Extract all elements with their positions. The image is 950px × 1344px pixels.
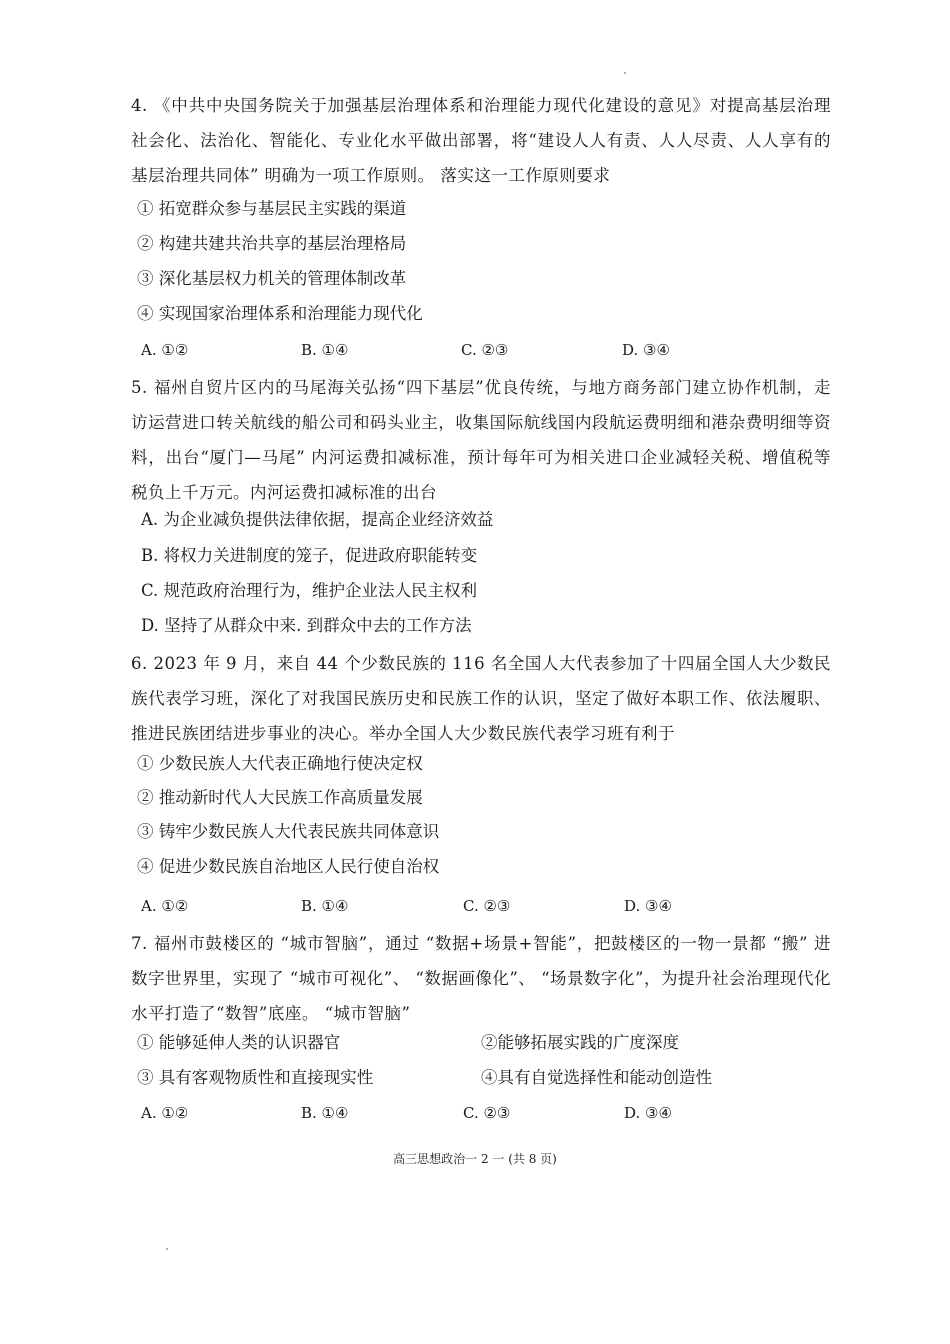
q6-item-3: ③ 铸牢少数民族人大代表民族共同体意识 xyxy=(137,822,440,841)
q4-choice-c: C. ②③ xyxy=(461,341,509,359)
question-7-stem: 7. 福州市鼓楼区的 “城市智脑”，通过 “数据+场景+智能”，把鼓楼区的一物一景都 “搬” 进数字世界里，实现了 “城市可视化”、 “数据画像化”、 “场景数字化”，为提升社会治理现代化水平打造了“数智”底座。 “城市智脑” xyxy=(131,934,831,1023)
question-5-stem: 5. 福州自贸片区内的马尾海关弘扬“四下基层”优良传统，与地方商务部门建立协作机制，走访运营进口转关航线的船公司和码头业主，收集国际航线国内段航运费明细和港杂费明细等资料，出台“厦门—马尾” 内河运费扣减标准，预计每年可为相关进口企业减轻关税、增值税等税负上千万元。内河运费扣减标准的出台 xyxy=(131,378,831,502)
q7-item-1: ① 能够延伸人类的认识器官 xyxy=(137,1033,341,1052)
q4-item-1: ① 拓宽群众参与基层民主实践的渠道 xyxy=(137,199,407,218)
q7-choice-b: B. ①④ xyxy=(301,1104,349,1122)
scan-dot xyxy=(624,72,626,74)
q7-item-2: ②能够拓展实践的广度深度 xyxy=(481,1033,679,1052)
q7-item-3: ③ 具有客观物质性和直接现实性 xyxy=(137,1068,374,1087)
q7-choice-c: C. ②③ xyxy=(463,1104,511,1122)
q4-choice-b: B. ①④ xyxy=(301,341,349,359)
q6-choice-c: C. ②③ xyxy=(463,897,511,915)
q5-option-a: A. 为企业减负提供法律依据，提高企业经济效益 xyxy=(141,510,494,529)
page-footer: 高三思想政治一 2 一 (共 8 页) xyxy=(393,1152,557,1166)
q5-option-b: B. 将权力关进制度的笼子，促进政府职能转变 xyxy=(141,546,478,565)
q7-choice-a: A. ①② xyxy=(141,1104,189,1122)
q6-choice-b: B. ①④ xyxy=(301,897,349,915)
q6-item-1: ① 少数民族人大代表正确地行使决定权 xyxy=(137,754,423,773)
q6-choice-d: D. ③④ xyxy=(624,897,672,915)
q4-choice-a: A. ①② xyxy=(141,341,189,359)
q4-choice-d: D. ③④ xyxy=(622,341,670,359)
q7-choice-d: D. ③④ xyxy=(624,1104,672,1122)
scan-dot xyxy=(166,1248,168,1250)
q5-option-d: D. 坚持了从群众中来. 到群众中去的工作方法 xyxy=(141,616,472,635)
q4-item-4: ④ 实现国家治理体系和治理能力现代化 xyxy=(137,304,423,323)
q6-item-4: ④ 促进少数民族自治地区人民行使自治权 xyxy=(137,857,440,876)
q7-item-4: ④具有自觉选择性和能动创造性 xyxy=(481,1068,712,1087)
q4-item-2: ② 构建共建共治共享的基层治理格局 xyxy=(137,234,407,253)
q5-option-c: C. 规范政府治理行为，维护企业法人民主权利 xyxy=(141,581,478,600)
question-4-stem: 4. 《中共中央国务院关于加强基层治理体系和治理能力现代化建设的意见》对提高基层治理社会化、法治化、智能化、专业化水平做出部署，将“建设人人有责、人人尽责、人人享有的基层治理共同体” 明确为一项工作原则。 落实这一工作原则要求 xyxy=(131,96,831,185)
q6-choice-a: A. ①② xyxy=(141,897,189,915)
q4-item-3: ③ 深化基层权力机关的管理体制改革 xyxy=(137,269,407,288)
q6-item-2: ② 推动新时代人大民族工作高质量发展 xyxy=(137,788,423,807)
question-6-stem: 6. 2023 年 9 月，来自 44 个少数民族的 116 名全国人大代表参加了十四届全国人大少数民族代表学习班，深化了对我国民族历史和民族工作的认识，坚定了做好本职工作、依法履职、推进民族团结进步事业的决心。举办全国人大少数民族代表学习班有利于 xyxy=(131,654,831,743)
